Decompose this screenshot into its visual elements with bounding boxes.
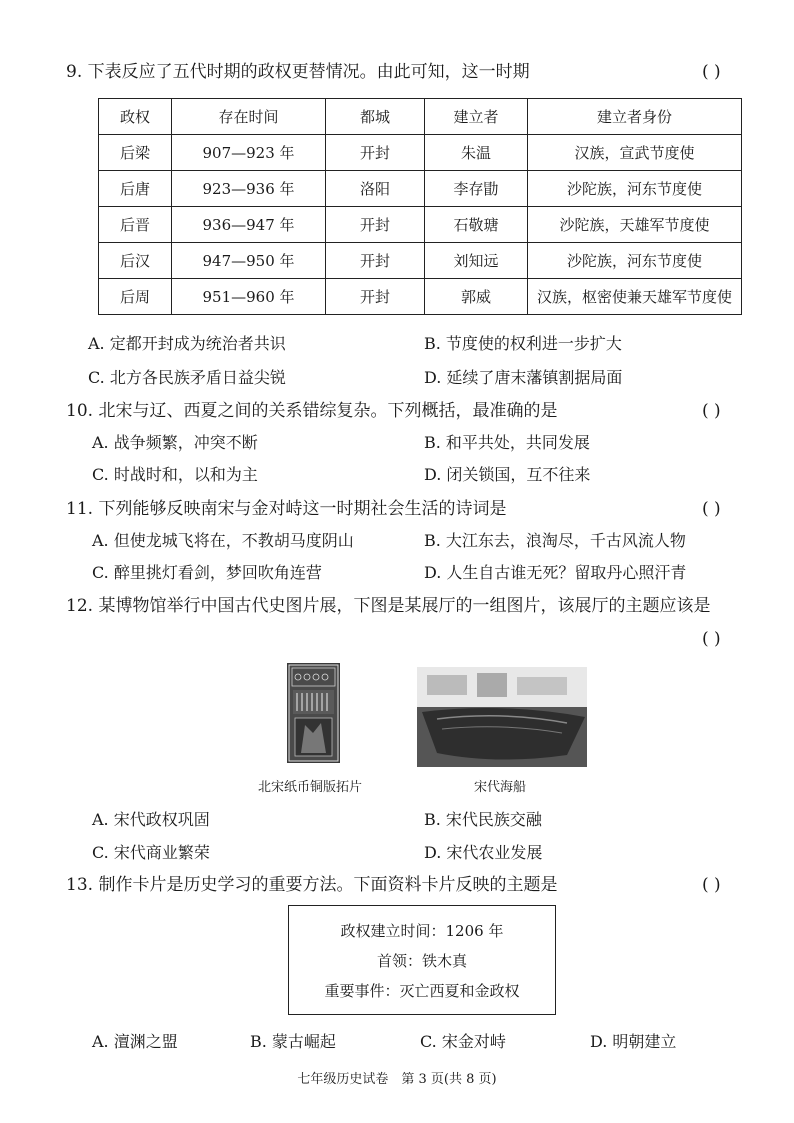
table-header: 政权 <box>99 99 172 135</box>
q10-option-d[interactable]: D. 闭关锁国，互不往来 <box>424 465 591 484</box>
q11-option-b[interactable]: B. 大江东去，浪淘尽，千古风流人物 <box>424 531 686 550</box>
q10-option-b[interactable]: B. 和平共处，共同发展 <box>424 433 590 452</box>
q12-option-c[interactable]: C. 宋代商业繁荣 <box>92 843 210 862</box>
q9-option-a[interactable]: A. 定都开封成为统治者共识 <box>88 334 286 353</box>
caption-ship: 宋代海船 <box>474 780 527 795</box>
q13-answer-paren: ( ) <box>702 875 721 895</box>
q11-option-d[interactable]: D. 人生自古谁无死？留取丹心照汗青 <box>424 563 687 582</box>
q9-stem: 9. 下表反应了五代时期的政权更替情况。由此可知，这一时期 <box>66 62 530 82</box>
table-header: 建立者 <box>425 99 528 135</box>
table-cell: 后汉 <box>99 243 172 279</box>
table-row <box>99 207 742 243</box>
table-cell: 李存勖 <box>425 171 528 207</box>
table-cell: 石敬瑭 <box>425 207 528 243</box>
table-cell: 开封 <box>326 135 425 171</box>
q12-option-a[interactable]: A. 宋代政权巩固 <box>92 810 210 829</box>
table-cell: 947—950 年 <box>172 243 326 279</box>
q12-option-d[interactable]: D. 宋代农业发展 <box>424 843 543 862</box>
q11-stem: 11. 下列能够反映南宋与金对峙这一时期社会生活的诗词是 <box>66 499 507 519</box>
q12-option-b[interactable]: B. 宋代民族交融 <box>424 810 542 829</box>
card-line-leader: 首领：铁木真 <box>376 952 467 970</box>
table-row <box>99 279 742 315</box>
table-cell: 刘知远 <box>425 243 528 279</box>
table-cell: 朱温 <box>425 135 528 171</box>
table-cell: 951—960 年 <box>172 279 326 315</box>
table-cell: 洛阳 <box>326 171 425 207</box>
q13-option-b[interactable]: B. 蒙古崛起 <box>250 1032 336 1051</box>
q11-answer-paren: ( ) <box>702 499 721 519</box>
table-cell: 后唐 <box>99 171 172 207</box>
table-header: 建立者身份 <box>528 99 742 135</box>
q9-option-c[interactable]: C. 北方各民族矛盾日益尖锐 <box>88 368 286 387</box>
table-cell: 郭威 <box>425 279 528 315</box>
table-header: 存在时间 <box>172 99 326 135</box>
card-line-founding: 政权建立时间：1206 年 <box>340 922 504 940</box>
q9-option-d[interactable]: D. 延续了唐末藩镇割据局面 <box>424 368 623 387</box>
q13-option-a[interactable]: A. 澶渊之盟 <box>92 1032 178 1051</box>
table-cell: 后梁 <box>99 135 172 171</box>
table-row <box>99 135 742 171</box>
q12-stem: 12. 某博物馆举行中国古代史图片展，下图是某展厅的一组图片，该展厅的主题应该是 <box>66 596 711 616</box>
q11-option-a[interactable]: A. 但使龙城飞将在，不教胡马度阴山 <box>92 531 354 550</box>
q12-answer-paren: ( ) <box>702 629 721 649</box>
q13-option-d[interactable]: D. 明朝建立 <box>590 1032 677 1051</box>
table-cell: 开封 <box>326 207 425 243</box>
song-ship-image <box>417 667 587 767</box>
q11-option-c[interactable]: C. 醉里挑灯看剑，梦回吹角连营 <box>92 563 322 582</box>
song-ship-graphic <box>417 667 587 767</box>
q10-stem: 10. 北宋与辽、西夏之间的关系错综复杂。下列概括，最准确的是 <box>66 401 558 421</box>
table-cell: 开封 <box>326 243 425 279</box>
table-cell: 后周 <box>99 279 172 315</box>
table-cell: 沙陀族，河东节度使 <box>528 171 742 207</box>
table-row <box>99 171 742 207</box>
card-line-events: 重要事件：灭亡西夏和金政权 <box>324 982 520 1000</box>
q10-option-c[interactable]: C. 时战时和，以和为主 <box>92 465 258 484</box>
table-row <box>99 243 742 279</box>
q13-stem: 13. 制作卡片是历史学习的重要方法。下面资料卡片反映的主题是 <box>66 875 558 895</box>
table-cell: 沙陀族，天雄军节度使 <box>528 207 742 243</box>
table-cell: 开封 <box>326 279 425 315</box>
table-cell: 后晋 <box>99 207 172 243</box>
table-header-row <box>99 99 742 135</box>
q9-regime-table <box>98 98 742 315</box>
banknote-rubbing-image <box>287 663 340 763</box>
table-cell: 汉族，枢密使兼天雄军节度使 <box>528 279 742 315</box>
table-cell: 936—947 年 <box>172 207 326 243</box>
q10-answer-paren: ( ) <box>702 401 721 421</box>
table-cell: 923—936 年 <box>172 171 326 207</box>
info-card <box>288 905 556 1015</box>
page-footer: 七年级历史试卷 第 3 页(共 8 页) <box>297 1072 497 1087</box>
q9-option-b[interactable]: B. 节度使的权利进一步扩大 <box>424 334 622 353</box>
q10-option-a[interactable]: A. 战争频繁，冲突不断 <box>92 433 258 452</box>
table-cell: 沙陀族，河东节度使 <box>528 243 742 279</box>
table-cell: 907—923 年 <box>172 135 326 171</box>
banknote-rubbing-graphic <box>287 663 340 763</box>
caption-banknote: 北宋纸币铜版拓片 <box>258 780 363 795</box>
table-cell: 汉族，宣武节度使 <box>528 135 742 171</box>
q9-answer-paren: ( ) <box>702 62 721 82</box>
table-header: 都城 <box>326 99 425 135</box>
q13-option-c[interactable]: C. 宋金对峙 <box>420 1032 506 1051</box>
